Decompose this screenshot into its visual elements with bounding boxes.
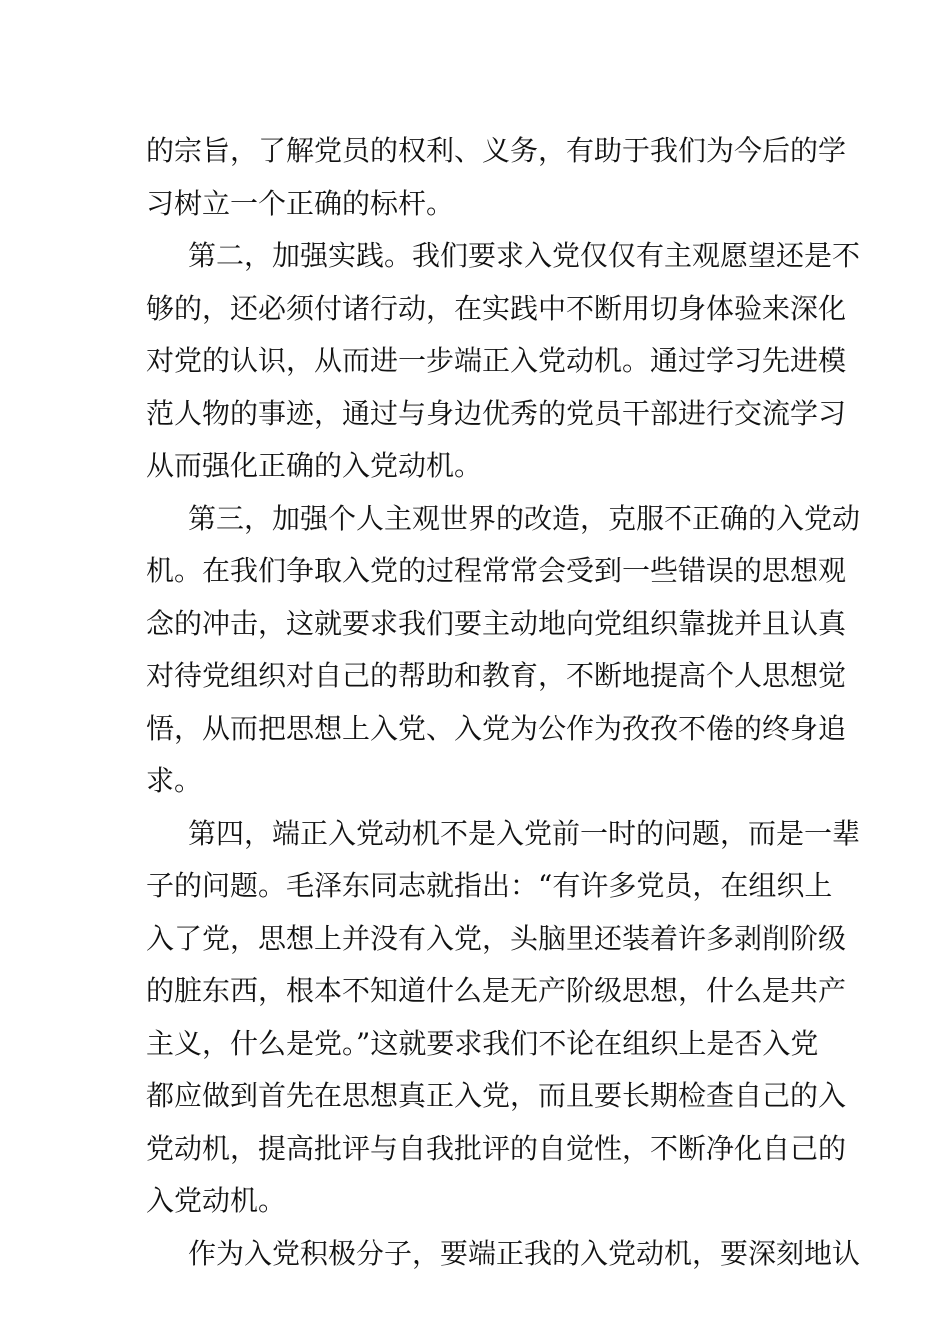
paragraph-continuation xyxy=(146,125,847,230)
paragraph-conclusion-start xyxy=(146,1228,861,1281)
text-line: 第四，端正入党动机不是入党前一时的问题，而是一辈 xyxy=(188,816,861,850)
text-line: 的宗旨，了解党员的权利、义务，有助于我们为今后的学 xyxy=(146,134,847,167)
text-line: 第三，加强个人主观世界的改造，克服不正确的入党动 xyxy=(188,501,861,535)
text-line: 对党的认识，从而进一步端正入党动机。通过学习先进模 xyxy=(146,344,847,377)
text-line: 入了党，思想上并没有入党，头脑里还装着许多剥削阶级 xyxy=(146,921,847,955)
text-line: 入党动机。 xyxy=(146,1184,287,1217)
text-line: 都应做到首先在思想真正入党，而且要长期检查自己的入 xyxy=(146,1079,847,1112)
text-line: 第二，加强实践。我们要求入党仅仅有主观愿望还是不 xyxy=(188,239,861,272)
text-line: 够的，还必须付诸行动，在实践中不断用切身体验来深化 xyxy=(146,291,847,325)
text-line: 习树立一个正确的标杆。 xyxy=(146,186,455,220)
text-line: 悟，从而把思想上入党、入党为公作为孜孜不倦的终身追 xyxy=(146,711,847,745)
text-line: 作为入党积极分子，要端正我的入党动机，要深刻地认 xyxy=(188,1236,861,1270)
paragraph-fourth-lifelong xyxy=(146,808,861,1228)
text-line: 机。在我们争取入党的过程常常会受到一些错误的思想观 xyxy=(146,554,847,587)
document-body xyxy=(146,125,861,1280)
text-line: 从而强化正确的入党动机。 xyxy=(146,449,483,482)
text-line: 求。 xyxy=(146,764,203,797)
text-line: 主义，什么是党。”这就要求我们不论在组织上是否入党 xyxy=(146,1026,819,1060)
text-line: 的脏东西，根本不知道什么是无产阶级思想，什么是共产 xyxy=(146,974,847,1007)
text-line: 念的冲击，这就要求我们要主动地向党组织靠拢并且认真 xyxy=(146,606,847,640)
text-line: 党动机，提高批评与自我批评的自觉性，不断净化自己的 xyxy=(146,1131,847,1165)
text-line: 子的问题。毛泽东同志就指出：“有许多党员，在组织上 xyxy=(146,869,833,902)
text-line: 对待党组织对自己的帮助和教育，不断地提高个人思想觉 xyxy=(146,659,847,692)
paragraph-third-transformation xyxy=(146,493,861,808)
text-line: 范人物的事迹，通过与身边优秀的党员干部进行交流学习 xyxy=(146,396,847,430)
paragraph-second-practice xyxy=(146,230,861,493)
